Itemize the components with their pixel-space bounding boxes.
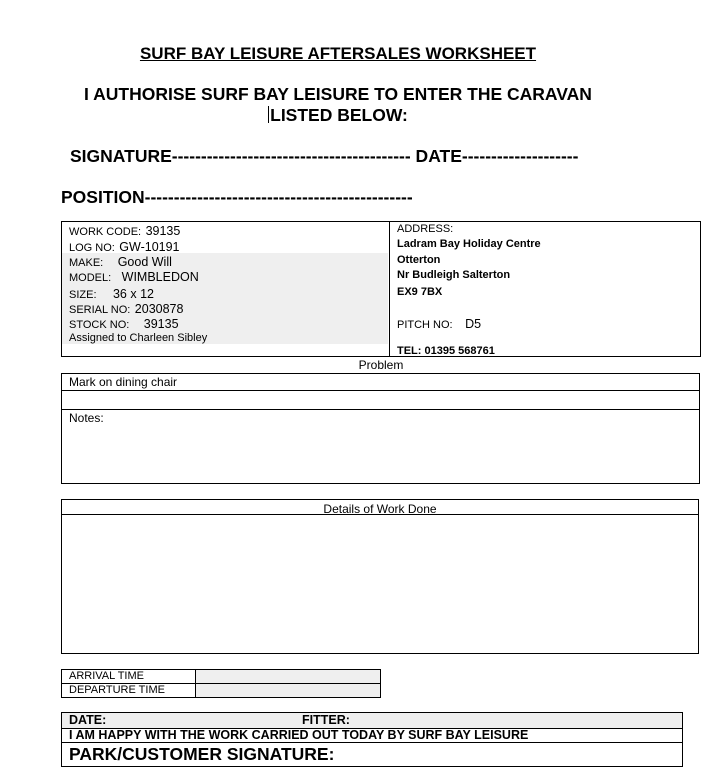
satisfaction-row <box>61 728 683 743</box>
address-line-1: Ladram Bay Holiday Centre <box>397 238 541 250</box>
log-no-label: LOG NO: <box>69 242 115 254</box>
info-box-divider <box>389 221 390 357</box>
log-no-value: GW-10191 <box>119 240 180 254</box>
departure-time-field[interactable] <box>196 684 380 697</box>
model-value: WIMBLEDON <box>121 270 199 284</box>
telephone: TEL: 01395 568761 <box>397 345 495 357</box>
worksheet-title: SURF BAY LEISURE AFTERSALES WORKSHEET <box>139 44 537 63</box>
authorisation-line-2: LISTED BELOW: <box>270 105 408 125</box>
departure-time-label: DEPARTURE TIME <box>69 684 165 696</box>
text-cursor <box>268 106 269 123</box>
serial-label: SERIAL NO: <box>69 304 131 316</box>
signature-date-line[interactable]: SIGNATURE----------------------------------------- DATE-------------------- <box>70 146 579 166</box>
pitch-label: PITCH NO: <box>397 319 453 331</box>
notes-box[interactable] <box>61 409 700 484</box>
size-value: 36 x 12 <box>112 287 154 301</box>
customer-signature-label: PARK/CUSTOMER SIGNATURE: <box>69 744 335 764</box>
date-fitter-row[interactable] <box>61 712 683 729</box>
problem-description-box[interactable] <box>61 373 700 391</box>
work-done-box[interactable] <box>61 514 699 654</box>
arrival-time-label: ARRIVAL TIME <box>69 670 144 682</box>
pitch-row <box>397 315 481 333</box>
address-line-2: Otterton <box>397 254 441 266</box>
position-line[interactable]: POSITION---------------------------------------------- <box>61 187 413 207</box>
address-label: ADDRESS: <box>397 223 454 235</box>
problem-description: Mark on dining chair <box>69 375 178 389</box>
size-label: SIZE: <box>69 289 97 301</box>
model-row <box>69 268 199 286</box>
work-code-label: WORK CODE: <box>69 226 142 238</box>
model-label: MODEL: <box>69 272 112 284</box>
stock-label: STOCK NO: <box>69 319 130 331</box>
make-value: Good Will <box>117 255 172 269</box>
problem-extra-line[interactable] <box>61 390 700 410</box>
work-code-value: 39135 <box>145 224 181 238</box>
customer-signature-row[interactable] <box>61 742 683 767</box>
work-done-header <box>61 499 699 515</box>
pitch-value: D5 <box>465 317 482 331</box>
address-postcode: EX9 7BX <box>397 286 443 298</box>
stock-row <box>69 315 179 333</box>
assigned-to: Assigned to Charleen Sibley <box>69 332 208 344</box>
make-label: MAKE: <box>69 257 104 269</box>
fitter-label: FITTER: <box>302 713 350 727</box>
problem-heading: Problem <box>358 358 404 372</box>
serial-value: 2030878 <box>134 302 184 316</box>
authorisation-statement <box>0 84 676 126</box>
footer-date-label: DATE: <box>69 713 107 727</box>
work-done-heading: Details of Work Done <box>323 502 437 516</box>
address-line-3: Nr Budleigh Salterton <box>397 269 511 281</box>
satisfaction-statement: I AM HAPPY WITH THE WORK CARRIED OUT TODAY BY SURF BAY LEISURE <box>69 728 529 742</box>
authorisation-line-1: I AUTHORISE SURF BAY LEISURE TO ENTER THE CARAVAN <box>84 84 592 104</box>
notes-label: Notes: <box>69 411 104 425</box>
stock-value: 39135 <box>143 317 179 331</box>
arrival-time-field[interactable] <box>196 670 380 683</box>
